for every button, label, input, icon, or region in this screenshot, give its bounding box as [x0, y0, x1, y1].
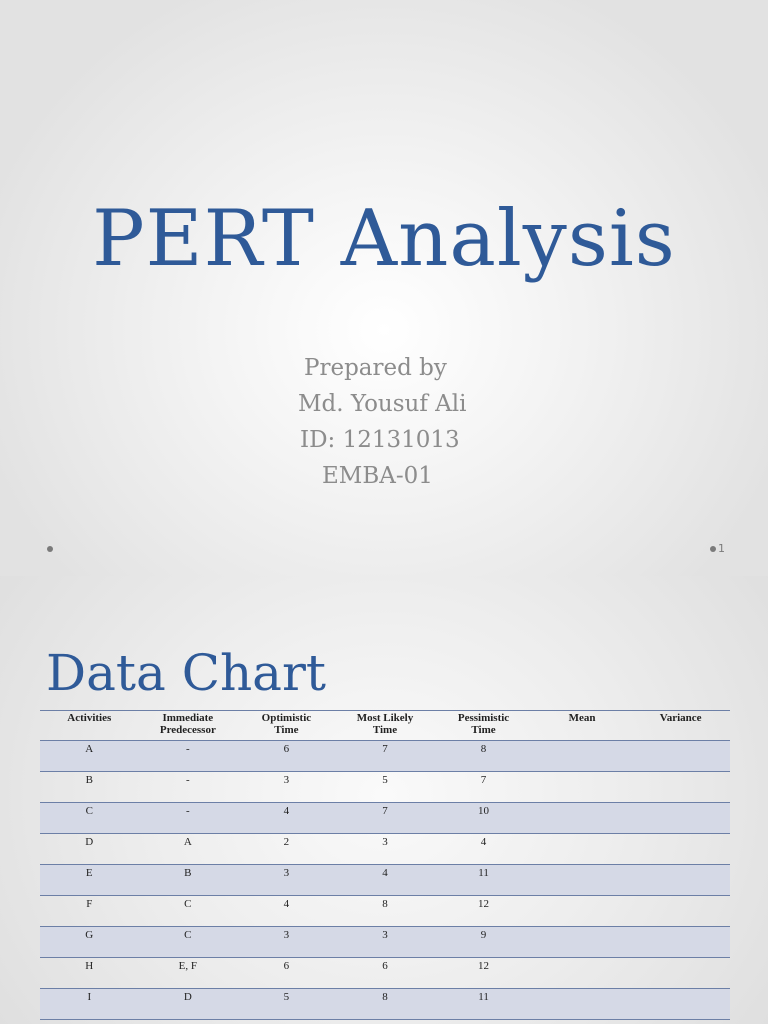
slide-title: Data Chart [46, 644, 326, 702]
table-cell: 5 [336, 772, 435, 803]
table-cell: D [40, 834, 139, 865]
table-cell: 10 [434, 803, 533, 834]
table-cell: 6 [237, 741, 336, 772]
table-cell: 12 [434, 896, 533, 927]
table-cell [533, 927, 632, 958]
table-cell: 7 [336, 741, 435, 772]
table-cell: 8 [336, 989, 435, 1020]
table-cell [631, 989, 730, 1020]
table-cell: E, F [139, 958, 238, 989]
table-cell [533, 772, 632, 803]
table-cell: 4 [237, 803, 336, 834]
table-cell [631, 803, 730, 834]
table-cell [533, 958, 632, 989]
table-cell: E [40, 865, 139, 896]
table-cell: D [139, 989, 238, 1020]
pert-data-table [40, 710, 730, 1024]
table-cell [533, 834, 632, 865]
presenter-info [290, 350, 490, 494]
table-row [40, 834, 730, 865]
table-cell: 3 [237, 865, 336, 896]
table-row [40, 989, 730, 1020]
table-cell: 2 [237, 834, 336, 865]
table-cell: 4 [237, 896, 336, 927]
table-cell: A [40, 741, 139, 772]
footer-dot-left [47, 546, 53, 552]
presenter-id: ID: 12131013 [300, 427, 460, 453]
table-cell [631, 865, 730, 896]
table-row [40, 741, 730, 772]
table-cell: G [40, 927, 139, 958]
presenter-name: Md. Yousuf Ali [298, 391, 467, 417]
table-cell: 5 [237, 989, 336, 1020]
table-row [40, 1020, 730, 1024]
data-chart-slide [0, 576, 768, 1024]
table-cell: C [40, 803, 139, 834]
presentation-title: PERT Analysis [92, 194, 676, 284]
table-cell [40, 1020, 139, 1024]
table-cell: C [139, 896, 238, 927]
column-header: Variance [631, 711, 730, 741]
table-row [40, 958, 730, 989]
table-cell [533, 803, 632, 834]
prepared-by-label: Prepared by [304, 355, 447, 381]
column-header: Immediate Predecessor [139, 711, 238, 741]
table-cell: F [40, 896, 139, 927]
footer-dot-right [710, 546, 716, 552]
column-header: Most Likely Time [336, 711, 435, 741]
presenter-program: EMBA-01 [322, 463, 433, 489]
column-header: Mean [533, 711, 632, 741]
table-cell: 11 [434, 989, 533, 1020]
table-cell: 7 [434, 772, 533, 803]
table-cell: - [139, 803, 238, 834]
table-row [40, 865, 730, 896]
slide-number: 1 [718, 542, 725, 555]
table-cell: 6 [237, 958, 336, 989]
table-cell: B [139, 865, 238, 896]
table-cell [533, 741, 632, 772]
table-cell [139, 1020, 238, 1024]
table-cell: 3 [237, 772, 336, 803]
table-cell: 9 [434, 927, 533, 958]
table-row [40, 896, 730, 927]
table-cell: 4 [434, 834, 533, 865]
table-cell: 7 [336, 803, 435, 834]
table-cell: 3 [336, 834, 435, 865]
table-cell: 6 [336, 958, 435, 989]
table-cell [434, 1020, 533, 1024]
table-cell [631, 741, 730, 772]
table-cell [533, 865, 632, 896]
table-cell [336, 1020, 435, 1024]
table-cell [631, 927, 730, 958]
table-cell [533, 989, 632, 1020]
table-cell [631, 896, 730, 927]
table-cell [631, 772, 730, 803]
column-header: Activities [40, 711, 139, 741]
table-cell [533, 1020, 632, 1024]
column-header: Optimistic Time [237, 711, 336, 741]
table-cell: 3 [336, 927, 435, 958]
table-cell: C [139, 927, 238, 958]
table-cell [533, 896, 632, 927]
table-cell [631, 958, 730, 989]
table-cell: H [40, 958, 139, 989]
table-row [40, 803, 730, 834]
table-cell [237, 1020, 336, 1024]
table-row [40, 927, 730, 958]
table-cell: A [139, 834, 238, 865]
table-cell: 8 [336, 896, 435, 927]
table-cell [631, 1020, 730, 1024]
table-cell: - [139, 772, 238, 803]
table-cell: - [139, 741, 238, 772]
table-cell: I [40, 989, 139, 1020]
table-header-row [40, 711, 730, 741]
table-cell: 11 [434, 865, 533, 896]
table-cell: 12 [434, 958, 533, 989]
table-cell: 4 [336, 865, 435, 896]
table-cell: 8 [434, 741, 533, 772]
column-header: Pessimistic Time [434, 711, 533, 741]
table-cell: 3 [237, 927, 336, 958]
table-cell [631, 834, 730, 865]
table-cell: B [40, 772, 139, 803]
table-row [40, 772, 730, 803]
